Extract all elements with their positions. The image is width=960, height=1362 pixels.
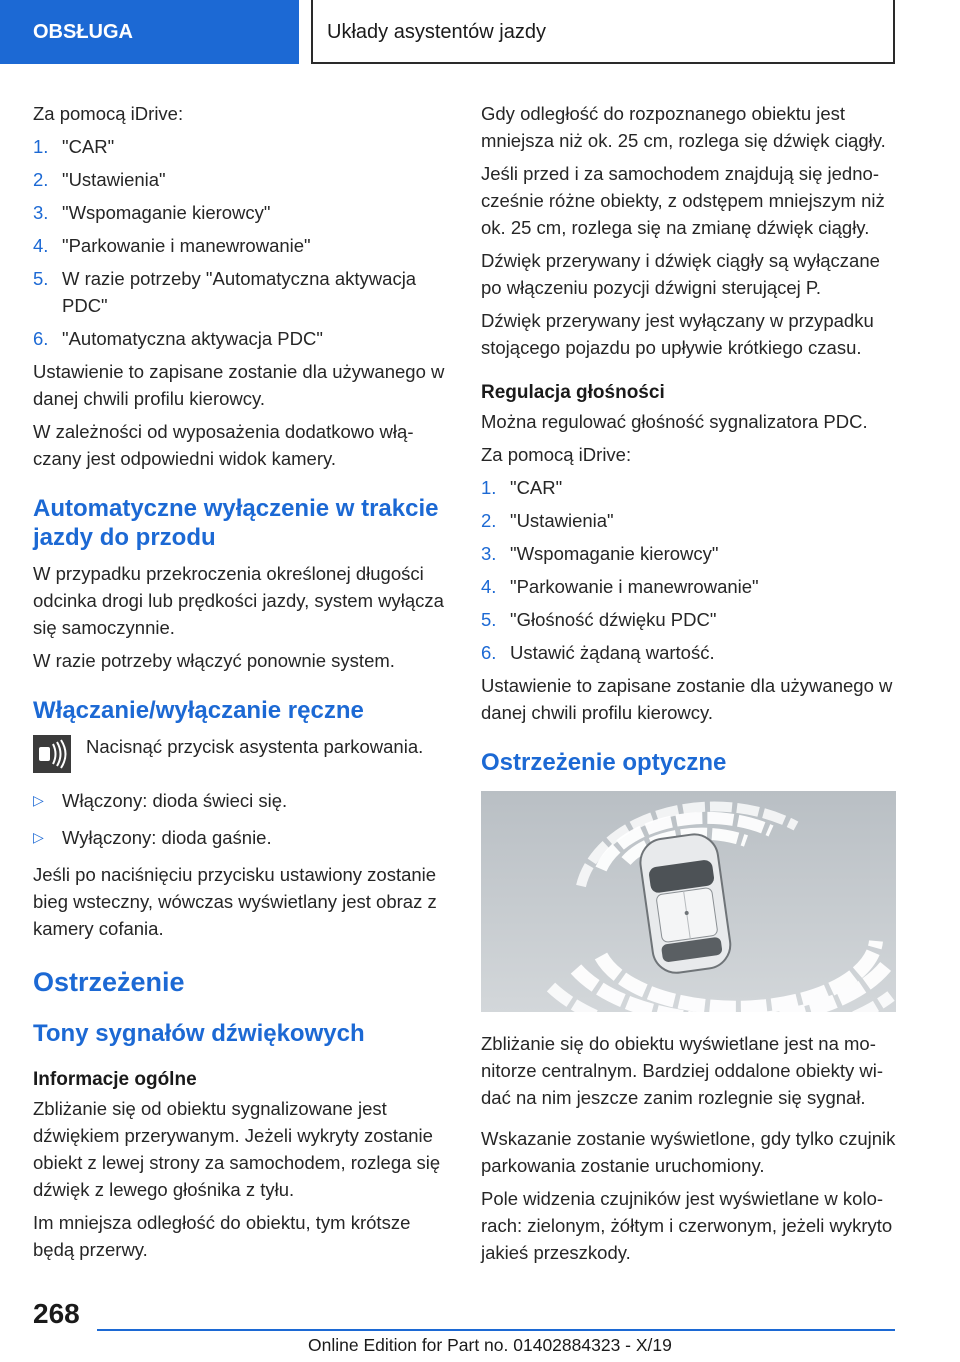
list-item [33,824,453,851]
paragraph-camera: W zależności od wyposażenia dodatkowo włączany jest odpowiedni widok kamery. [33,421,414,469]
paragraph-both-sides: Jeśli przed i za samochodem znajdują się jednocześnie różne obiekty, z odstępem mniejszym niż ok. 25 cm, rozlega się na zmianę dźwięk ciągły. [481,163,885,238]
paragraph-general-2: Im mniejsza odległość do obiektu, tym krótsze będą przerwy. [33,1212,411,1260]
step-number: 1. [481,477,497,498]
step-number: 6. [33,328,49,349]
step-number: 4. [33,235,49,256]
paragraph-close-distance: Gdy odległość do rozpoznanego obiektu jest mniejsza niż ok. 25 cm, rozlega się dźwięk ciągły. [481,103,886,151]
header-chapter-title: Układy asystentów jazdy [311,0,895,64]
paragraph-off-stop: Dźwięk przerywany jest wyłączany w przypadku stojącego pojazdu po upływie krótkiego czasu. [481,310,874,358]
park-assist-button-text: Nacisnąć przycisk asystenta parkowania. [86,736,424,757]
header-section-tab: OBSŁUGA [0,0,299,64]
paragraph-indicator: Wskazanie zostanie wyświetlone, gdy tylko czujnik parkowania zostanie uruchomiony. [481,1128,896,1176]
paragraph-saved: Ustawienie to zapisane zostanie dla używanego w danej chwili profilu kierowcy. [481,675,893,723]
right-column [481,100,897,1272]
step-number: 2. [481,510,497,531]
triangle-bullet-icon: ▷ [33,829,44,845]
step-text: "Głośność dźwięku PDC" [510,609,717,630]
paragraph-reverse: Jeśli po naciśnięciu przycisku ustawiony zostanie bieg wsteczny, wówczas wyświetlany jest obraz z kamery cofania. [33,864,437,939]
park-assist-button-icon [33,735,71,773]
step-number: 2. [33,169,49,190]
list-item [481,573,897,600]
heading-auto-off: Automatyczne wyłączenie w trakcie jazdy do przodu [33,495,439,551]
step-text: "CAR" [510,477,563,498]
step-text: "Parkowanie i manewrowanie" [510,576,759,597]
paragraph-auto-off-1: W przypadku przekroczenia określonej długości odcinka drogi lub prędkości jazdy, system wyłącza się samoczynnie. [33,563,444,638]
bullet-text: Wyłączony: dioda gaśnie. [62,827,272,848]
step-number: 6. [481,642,497,663]
list-item [33,787,453,814]
paragraph-display: Zbliżanie się do obiektu wyświetlane jest na monitorze centralnym. Bardziej oddalone obiekty widać na nim jeszcze zanim rozlegnie się sygnał. [481,1033,884,1108]
volume-steps-list [481,474,897,666]
list-item [33,265,453,319]
list-item [33,166,453,193]
footer-divider [97,1329,895,1331]
step-number: 5. [481,609,497,630]
step-number: 4. [481,576,497,597]
triangle-bullet-icon: ▷ [33,792,44,808]
led-status-list [33,787,453,851]
heading-tones: Tony sygnałów dźwiękowych [33,1020,365,1047]
step-text: "Parkowanie i manewrowanie" [62,235,311,256]
step-number: 5. [33,268,49,289]
list-item [33,133,453,160]
list-item [33,325,453,352]
heading-general: Informacje ogólne [33,1069,197,1090]
step-text: "CAR" [62,136,115,157]
paragraph-general-1: Zbliżanie się od obiektu sygnalizowane jest dźwiękiem przerywanym. Jeżeli wykryty zostanie obiekt z lewej strony za samochodem, rozlega się dźwięk z lewego głośnika z tyłu. [33,1098,441,1200]
list-item [481,639,897,666]
paragraph-auto-off-2: W razie potrzeby włączyć ponownie system. [33,650,395,671]
step-text: "Ustawienia" [62,169,166,190]
list-item [481,474,897,501]
heading-volume: Regulacja głośności [481,382,665,403]
step-text: "Wspomaganie kierowcy" [62,202,271,223]
page-number: 268 [33,1298,80,1329]
footer-edition: Online Edition for Part no. 01402884323 - X/19 [308,1335,672,1355]
heading-warning: Ostrzeżenie [33,967,185,997]
list-item [33,199,453,226]
heading-manual: Włączanie/wyłączanie ręczne [33,697,364,724]
bullet-text: Włączony: dioda świeci się. [62,790,288,811]
list-item [481,507,897,534]
step-text: "Automatyczna aktywacja PDC" [62,328,323,349]
step-text: W razie potrzeby "Automatyczna aktywacja PDC" [62,268,417,316]
step-number: 1. [33,136,49,157]
step-text: "Wspomaganie kierowcy" [510,543,719,564]
list-item [481,540,897,567]
parking-sensor-illustration [481,791,896,1012]
paragraph-colors: Pole widzenia czujników jest wyświetlane w kolorach: zielonym, żółtym i czerwonym, jeżeli wykryto jakieś przeszkody. [481,1188,893,1263]
park-assist-button-row [33,733,453,777]
step-text: "Ustawienia" [510,510,614,531]
left-column [33,100,453,1269]
step-number: 3. [481,543,497,564]
idrive-intro: Za pomocą iDrive: [33,103,184,124]
idrive-intro: Za pomocą iDrive: [481,444,632,465]
activation-steps-list [33,133,453,352]
heading-optical: Ostrzeżenie optyczne [481,749,727,776]
list-item [481,606,897,633]
paragraph-volume: Można regulować głośność sygnalizatora PDC. [481,411,868,432]
paragraph-saved: Ustawienie to zapisane zostanie dla używanego w danej chwili profilu kierowcy. [33,361,445,409]
list-item [33,232,453,259]
step-text: Ustawić żądaną wartość. [510,642,715,663]
paragraph-off-p: Dźwięk przerywany i dźwięk ciągły są wyłączane po włączeniu pozycji dźwigni sterującej P. [481,250,880,298]
step-number: 3. [33,202,49,223]
